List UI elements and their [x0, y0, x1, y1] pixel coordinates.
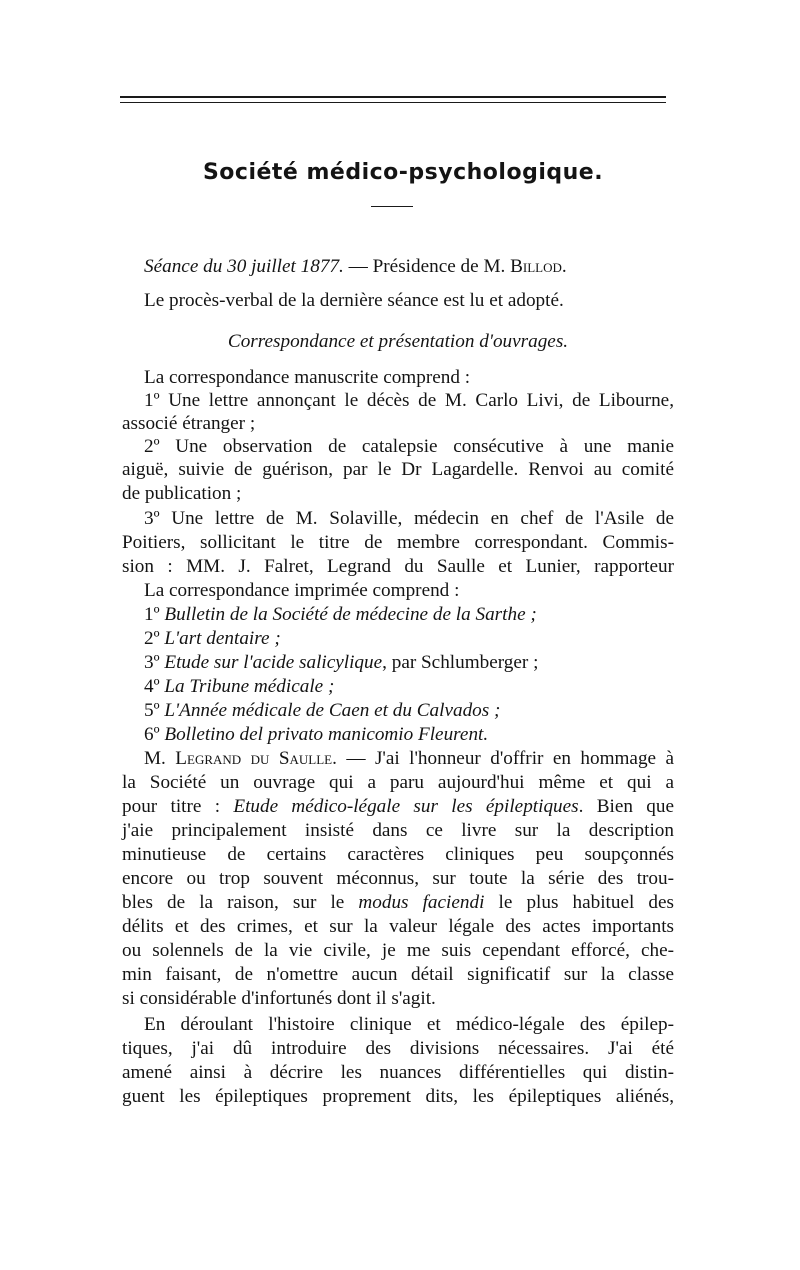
speech-line-5: minutieuse de certains caractères cliniques peu soupçonnés	[122, 844, 674, 865]
ms-item-3-end: sion : MM. J. Falret, Legrand du Saulle et Lunier, rapporteur	[122, 556, 674, 577]
speech-line-10: min faisant, de n'omettre aucun détail significatif sur la classe	[122, 964, 674, 985]
speech-p2-line-2: tiques, j'ai dû introduire des divisions nécessaires. J'ai été	[122, 1038, 674, 1059]
printed-item-4: 4º La Tribune médicale ;	[144, 676, 335, 697]
ms-intro: La correspondance manuscrite comprend :	[144, 367, 471, 388]
printed-item-5: 5º L'Année médicale de Caen et du Calvados ;	[144, 700, 501, 721]
ms-item-3: 3º Une lettre de M. Solaville, médecin en chef de l'Asile de	[144, 508, 674, 529]
minutes-line: Le procès-verbal de la dernière séance est lu et adopté.	[144, 290, 564, 311]
president-name: Billod	[510, 256, 562, 277]
printed-item-6: 6º Bolletino del privato manicomio Fleurent.	[144, 724, 489, 745]
speech-line-3: pour titre : Etude médico-légale sur les épileptiques. Bien que	[122, 796, 674, 817]
ms-item-2: 2º Une observation de catalepsie consécutive à une manie	[144, 436, 674, 457]
speech-line-8: délits et des crimes, et sur la valeur légale des actes importants	[122, 916, 674, 937]
printed-intro: La correspondance imprimée comprend :	[144, 580, 460, 601]
session-date: Séance du 30 juillet 1877.	[144, 256, 344, 277]
header-rule-secondary	[120, 102, 666, 103]
session-line: Séance du 30 juillet 1877. — Présidence de M. Billod.	[144, 256, 567, 277]
book-title: Etude médico-légale sur les épileptiques	[233, 796, 579, 817]
speech-line-11: si considérable d'infortunés dont il s'agit.	[122, 988, 436, 1009]
printed-item-1: 1º Bulletin de la Société de médecine de la Sarthe ;	[144, 604, 537, 625]
section-heading: Correspondance et présentation d'ouvrages.	[227, 331, 569, 352]
ms-item-3-cont: Poitiers, sollicitant le titre de membre correspondant. Commis-	[122, 532, 674, 553]
speech-p2-line-4: guent les épileptiques proprement dits, les épileptiques aliénés,	[122, 1086, 674, 1107]
speech-line-1: M. Legrand du Saulle. — J'ai l'honneur d'offrir en hommage à	[144, 748, 674, 769]
ms-item-1: 1º Une lettre annonçant le décès de M. Carlo Livi, de Libourne,	[144, 390, 674, 411]
speech-line-2: la Société un ouvrage qui a paru aujourd'hui même et qui a	[122, 772, 674, 793]
printed-item-3: 3º Etude sur l'acide salicylique, par Schlumberger ;	[144, 652, 539, 673]
session-presidence: — Présidence de M.	[343, 256, 511, 277]
ms-item-2-cont: aiguë, suivie de guérison, par le Dr Lagardelle. Renvoi au comité	[122, 459, 674, 480]
page-title: Société médico-psychologique.	[202, 160, 604, 185]
speech-line-9: ou solennels de la vie civile, je me suis cependant efforcé, che-	[122, 940, 674, 961]
speech-line-4: j'aie principalement insisté dans ce livre sur la description	[122, 820, 674, 841]
header-rule	[120, 96, 666, 98]
speech-line-7: bles de la raison, sur le modus faciendi le plus habituel des	[122, 892, 675, 913]
speaker-name: Legrand du Saulle	[175, 748, 333, 769]
ms-item-2-end: de publication ;	[122, 483, 242, 504]
speech-p2-line-1: En déroulant l'histoire clinique et médico-légale des épilep-	[144, 1014, 674, 1035]
speech-line-6: encore ou trop souvent méconnus, sur toute la série des trou-	[122, 868, 674, 889]
printed-item-2: 2º L'art dentaire ;	[144, 628, 281, 649]
speech-p2-line-3: amené ainsi à décrire les nuances différentielles qui distin-	[122, 1062, 674, 1083]
title-divider	[371, 206, 413, 207]
ms-item-1-cont: associé étranger ;	[122, 413, 256, 434]
